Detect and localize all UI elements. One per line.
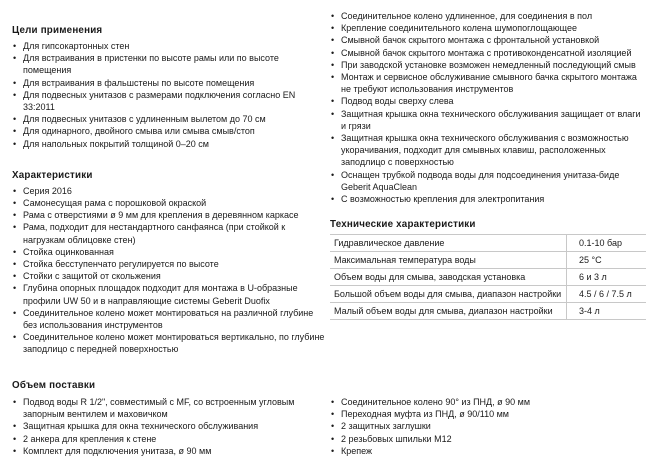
list-item-text: Серия 2016: [23, 185, 72, 196]
list-item-text: Рама с отверстиями ø 9 мм для крепления в деревянном каркасе: [23, 210, 299, 221]
list-item: [12, 420, 330, 432]
list-item: [12, 270, 325, 282]
spec-label: Гидравлическое давление: [330, 235, 567, 252]
bullet-icon: •: [13, 53, 17, 64]
list-item: [12, 433, 330, 445]
bullet-icon: •: [13, 41, 17, 51]
list-item: [12, 138, 325, 150]
list-item-text: Соединительное колено может монтироваться вертикально, по глубине заподлицо с передней поверхностью: [23, 332, 325, 355]
spec-row: [330, 303, 646, 320]
bullet-icon: •: [331, 11, 335, 21]
list-item-text: Для подвесных унитазов с размерами подключения согласно EN 33:2011: [23, 89, 296, 113]
list-item-text: Соединительное колено удлиненное, для соединения в пол: [341, 11, 593, 21]
bullet-icon: •: [13, 433, 17, 444]
bullet-icon: •: [331, 23, 335, 34]
list-item-text: Для подвесных унитазов с удлиненным вылетом до 70 см: [23, 114, 266, 125]
list-item: [12, 52, 325, 76]
spec-label: Объем воды для смыва, заводская установка: [330, 269, 567, 286]
list-item-text: Для встраивания в фальшстены по высоте помещения: [23, 77, 255, 88]
list-item-text: Рама, подходит для нестандартного санфаянса (при стойкой к нагрузкам облицовке стен): [23, 222, 286, 245]
bullet-icon: •: [13, 332, 17, 343]
delivery-list-right: [330, 396, 648, 457]
list-item-text: 2 резьбовых шпильки M12: [341, 433, 452, 444]
list-item: [330, 59, 648, 71]
application-title: Цели применения: [12, 25, 103, 36]
list-item: [330, 108, 648, 132]
bullet-icon: •: [331, 108, 335, 119]
list-item-text: Глубина опорных площадок подходит для монтажа в U-образные профили UW 50 и в направляющие системы Geberit Duofix: [23, 283, 298, 306]
list-item-text: Соединительное колено может монтироваться на различной глубине без использования инструментов: [23, 307, 314, 331]
list-item-text: Для гипсокартонных стен: [23, 41, 130, 51]
bullet-icon: •: [13, 198, 17, 209]
list-item: [12, 331, 325, 355]
bullet-icon: •: [331, 133, 335, 144]
features-list: [12, 185, 325, 356]
list-item: [330, 445, 648, 457]
list-item-text: Крепеж: [341, 445, 373, 456]
application-list: [12, 40, 325, 150]
delivery-section: [12, 380, 648, 457]
list-item: [330, 169, 648, 193]
list-item: [330, 433, 648, 445]
list-item: [330, 34, 648, 46]
list-item-text: Подвод воды сверху слева: [341, 96, 454, 107]
bullet-icon: •: [13, 89, 17, 100]
list-item-text: Стойка бесступенчато регулируется по высоте: [23, 259, 219, 270]
list-item-text: Подвод воды R 1/2", совместимый с MF, со встроенным угловым запорным вентилем и маховичком: [23, 397, 295, 420]
spec-value: 25 °C: [567, 252, 647, 269]
list-item-text: Смывной бачок скрытого монтажа с противоконденсатной изоляцией: [341, 47, 632, 58]
list-item-text: Для одинарного, двойного смыва или смыва смыв/стоп: [23, 126, 255, 137]
list-item-text: При заводской установке возможен немедленный последующий смыв: [341, 59, 636, 70]
right-column: [330, 0, 648, 320]
bullet-icon: •: [331, 445, 335, 456]
list-item: [330, 10, 648, 22]
list-item: [12, 40, 325, 52]
spec-row: [330, 235, 646, 252]
bullet-icon: •: [13, 126, 17, 137]
spec-row: [330, 286, 646, 303]
bullet-icon: •: [331, 409, 335, 420]
spec-label: Большой объем воды для смыва, диапазон настройки: [330, 286, 567, 303]
bullet-icon: •: [13, 114, 17, 125]
tech-specs-body: [330, 235, 646, 320]
spec-label: Малый объем воды для смыва, диапазон настройки: [330, 303, 567, 320]
list-item: [12, 258, 325, 270]
bullet-icon: •: [13, 222, 17, 233]
left-column: [12, 0, 325, 356]
list-item: [12, 246, 325, 258]
spec-row: [330, 252, 646, 269]
bullet-icon: •: [331, 96, 335, 107]
list-item-text: Переходная муфта из ПНД, ø 90/110 мм: [341, 409, 509, 420]
list-item-text: Защитная крышка окна технического обслуживания защищает от влаги и грязи: [341, 108, 641, 131]
list-item: [12, 396, 330, 420]
list-item-text: Стойка оцинкованная: [23, 246, 114, 257]
list-item-text: Защитная крышка для окна технического обслуживания: [23, 421, 259, 432]
list-item-text: Защитная крышка окна технического обслуживания с возможностью укорачивания, подходит для смывных клавиш, расположенных заподлицо с поверхностью: [341, 133, 629, 168]
list-item: [330, 22, 648, 34]
list-item-text: Монтаж и сервисное обслуживание смывного бачка скрытого монтажа не требуют использования инструментов: [341, 72, 637, 95]
list-item-text: 2 анкера для крепления к стене: [23, 433, 157, 444]
list-item-text: Соединительное колено 90° из ПНД, ø 90 мм: [341, 397, 531, 407]
bullet-icon: •: [331, 397, 335, 407]
list-item-text: Стойки с защитой от скольжения: [23, 271, 161, 282]
bullet-icon: •: [13, 138, 17, 149]
spec-row: [330, 269, 646, 286]
bullet-icon: •: [331, 59, 335, 70]
list-item-text: Самонесущая рама с порошковой окраской: [23, 198, 207, 209]
list-item: [330, 396, 648, 408]
tech-specs-table: [330, 234, 646, 320]
list-item: [12, 113, 325, 125]
bullet-icon: •: [13, 271, 17, 282]
bullet-icon: •: [13, 445, 17, 456]
bullet-icon: •: [331, 72, 335, 83]
list-item: [12, 185, 325, 197]
bullet-icon: •: [331, 35, 335, 46]
features-title: Характеристики: [12, 169, 93, 181]
list-item: [12, 282, 325, 306]
list-item: [330, 132, 648, 169]
bullet-icon: •: [331, 47, 335, 58]
delivery-list-left: [12, 396, 330, 457]
spec-value: 0.1-10 бар: [567, 235, 647, 252]
spec-value: 4.5 / 6 / 7.5 л: [567, 286, 647, 303]
list-item-text: Оснащен трубкой подвода воды для подсоединения унитаза-биде Geberit AquaClean: [341, 169, 620, 192]
list-item: [12, 209, 325, 221]
bullet-icon: •: [331, 169, 335, 180]
list-item: [330, 193, 648, 205]
list-item: [330, 71, 648, 95]
list-item-text: Комплект для подключения унитаза, ø 90 мм: [23, 445, 212, 456]
bullet-icon: •: [331, 421, 335, 432]
bullet-icon: •: [13, 185, 17, 196]
list-item-text: 2 защитных заглушки: [341, 421, 431, 432]
delivery-title: Объем поставки: [12, 380, 96, 391]
list-item-text: Крепление соединительного колена шумопоглощающее: [341, 23, 577, 34]
list-item-text: Для встраивания в пристенки по высоте рамы или по высоте помещения: [23, 53, 279, 76]
list-item-text: Для напольных покрытий толщиной 0–20 см: [23, 138, 209, 149]
list-item: [12, 77, 325, 89]
list-item: [12, 197, 325, 209]
spec-value: 6 и 3 л: [567, 269, 647, 286]
list-item: [330, 408, 648, 420]
bullet-icon: •: [331, 194, 335, 205]
list-item: [12, 221, 325, 245]
bullet-icon: •: [331, 433, 335, 444]
list-item-text: Смывной бачок скрытого монтажа с фронтальной установкой: [341, 35, 600, 46]
list-item: [330, 47, 648, 59]
list-item: [12, 307, 325, 331]
spec-value: 3-4 л: [567, 303, 647, 320]
bullet-icon: •: [13, 246, 17, 257]
list-item-text: С возможностью крепления для электропитания: [341, 194, 545, 205]
tech-specs-title: Технические характеристики: [330, 219, 476, 231]
bullet-icon: •: [13, 283, 17, 294]
bullet-icon: •: [13, 397, 17, 407]
bullet-icon: •: [13, 307, 17, 318]
bullet-icon: •: [13, 421, 17, 432]
list-item: [12, 125, 325, 137]
list-item: [330, 420, 648, 432]
list-item: [12, 445, 330, 457]
spec-label: Максимальная температура воды: [330, 252, 567, 269]
features-continued-list: [330, 10, 648, 205]
bullet-icon: •: [13, 210, 17, 221]
list-item: [12, 89, 325, 113]
list-item: [330, 95, 648, 107]
bullet-icon: •: [13, 259, 17, 270]
bullet-icon: •: [13, 77, 17, 88]
